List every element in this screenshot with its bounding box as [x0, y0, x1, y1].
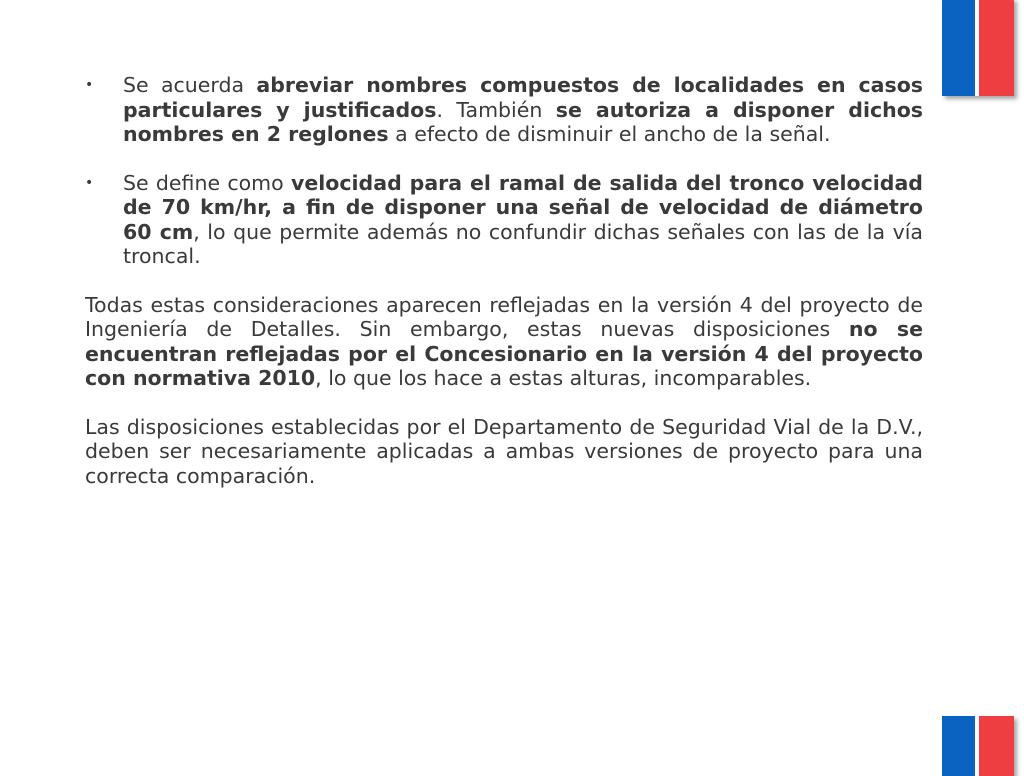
bullet-list — [85, 73, 923, 269]
slide-content — [85, 73, 923, 512]
flag-red-stripe — [979, 716, 1014, 776]
bullet-icon: • — [85, 174, 94, 191]
bullet-text: Se define como velocidad para el ramal de salida del tronco velocidad de 70 km/hr, a fin de disponer una señal de velocidad de diámetro 60 cm, lo que permite además no confundir dichas señales con las de la vía troncal. — [123, 170, 923, 268]
flag-red-stripe — [979, 0, 1014, 96]
paragraph-consideraciones: Todas estas consideraciones aparecen reflejadas en la versión 4 del proyecto de Ingeniería de Detalles. Sin embargo, estas nuevas disposiciones no se encuentran reflejadas por el Concesionario en la versión 4 del proyecto con normativa 2010, lo que los hace a estas alturas, incomparables. — [85, 292, 923, 390]
bullet-icon: • — [85, 77, 94, 93]
flag-decoration-bottom — [942, 716, 1014, 776]
bullet-item — [85, 73, 923, 147]
bullet-text: Se acuerda abreviar nombres compuestos de localidades en casos particulares y justificados. También se autoriza a disponer dichos nombres en 2 reglones a efecto de disminuir el ancho de la señal. — [123, 73, 923, 146]
paragraph-disposiciones: Las disposiciones establecidas por el Departamento de Seguridad Vial de la D.V., deben ser necesariamente aplicadas a ambas versiones de proyecto para una correcta comparación. — [85, 414, 923, 488]
flag-decoration-top — [942, 0, 1014, 96]
bullet-item — [85, 171, 923, 269]
flag-blue-stripe — [942, 716, 975, 776]
flag-blue-stripe — [942, 0, 975, 96]
